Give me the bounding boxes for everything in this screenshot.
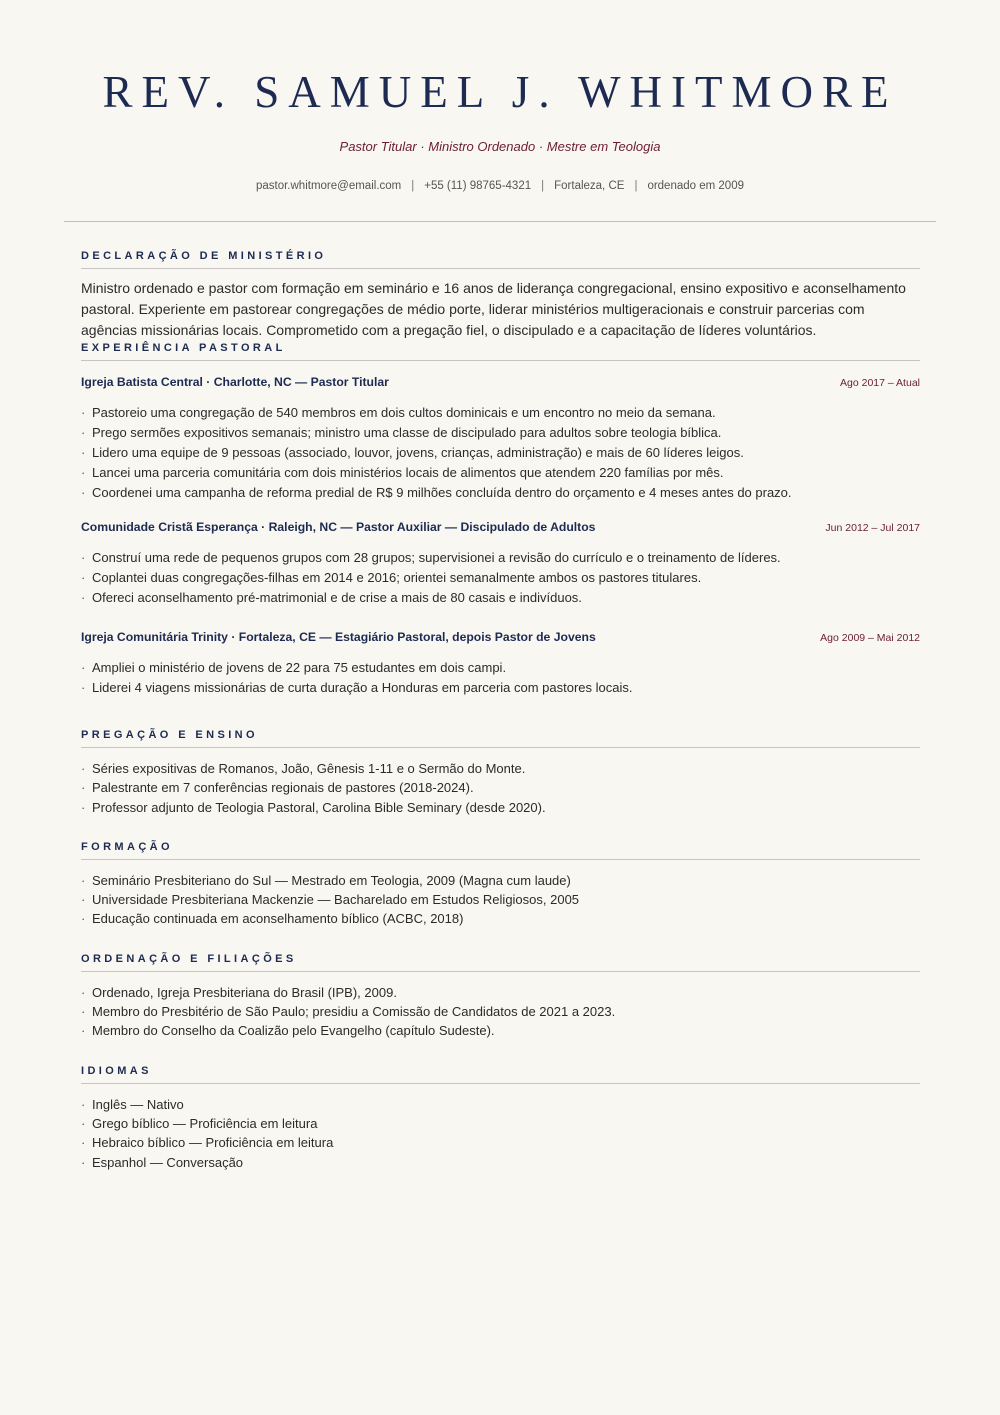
list-item: · Lidero uma equipe de 9 pessoas (associado, louvor, jovens, crianças, administração) e mais de 60 líderes leigos. <box>81 443 920 463</box>
section-title: FORMAÇÃO <box>81 840 920 860</box>
list-item: · Universidade Presbiteriana Mackenzie — Bacharelado em Estudos Religiosos, 2005 <box>81 890 920 909</box>
list-item: · Coordenei uma campanha de reforma predial de R$ 9 milhões concluída dentro do orçamento e 4 meses antes do prazo. <box>81 483 920 503</box>
candidate-name: REV. SAMUEL J. WHITMORE <box>102 67 898 117</box>
languages-section <box>81 1064 920 1172</box>
job-date: Ago 2017 – Atual <box>840 377 920 389</box>
section-title: PREGAÇÃO E ENSINO <box>81 728 920 748</box>
education-section <box>81 840 920 929</box>
preaching-section <box>81 728 920 817</box>
list-item: · Seminário Presbiteriano do Sul — Mestrado em Teologia, 2009 (Magna cum laude) <box>81 871 920 890</box>
list-item: · Ampliei o ministério de jovens de 22 para 75 estudantes em dois campi. <box>81 658 920 678</box>
job-bullets <box>81 658 920 698</box>
section-title: ORDENAÇÃO E FILIAÇÕES <box>81 952 920 972</box>
job-date: Ago 2009 – Mai 2012 <box>820 632 920 644</box>
job-date: Jun 2012 – Jul 2017 <box>825 522 920 534</box>
resume-body <box>81 249 920 1172</box>
list-item: · Liderei 4 viagens missionárias de curta duração a Honduras em parceria com pastores locais. <box>81 678 920 698</box>
languages-list <box>81 1095 920 1172</box>
list-item: · Ofereci aconselhamento pré-matrimonial e de crise a mais de 80 casais e indivíduos. <box>81 588 920 608</box>
job-entry <box>81 629 920 698</box>
ordination-section <box>81 952 920 1041</box>
ordination-list <box>81 983 920 1041</box>
list-item: · Lancei uma parceria comunitária com dois ministérios locais de alimentos que atendem 220 famílias por mês. <box>81 463 920 483</box>
job-bullets <box>81 403 920 503</box>
contact-location: Fortaleza, CE <box>554 180 625 192</box>
list-item: · Construí uma rede de pequenos grupos com 28 grupos; supervisionei a revisão do currículo e o treinamento de líderes. <box>81 548 920 568</box>
preaching-list <box>81 759 920 817</box>
job-heading: Igreja Batista Central · Charlotte, NC — Pastor Titular <box>81 375 389 389</box>
list-item: · Educação continuada em aconselhamento bíblico (ACBC, 2018) <box>81 909 920 928</box>
list-item: · Palestrante em 7 conferências regionais de pastores (2018-2024). <box>81 778 920 797</box>
list-item: · Grego bíblico — Proficiência em leitura <box>81 1114 920 1133</box>
contact-separator: | <box>634 180 638 192</box>
job-entry <box>81 519 920 608</box>
section-title: DECLARAÇÃO DE MINISTÉRIO <box>81 249 920 269</box>
list-item: · Espanhol — Conversação <box>81 1153 920 1172</box>
summary-section <box>81 249 920 341</box>
list-item: · Ordenado, Igreja Presbiteriana do Brasil (IPB), 2009. <box>81 983 920 1002</box>
job-entry <box>81 374 920 503</box>
list-item: · Membro do Conselho da Coalizão pelo Evangelho (capítulo Sudeste). <box>81 1021 920 1040</box>
contact-line <box>0 179 1000 194</box>
summary-text: Ministro ordenado e pastor com formação em seminário e 16 anos de liderança congregacional, ensino expositivo e aconselhamento pastoral. Experiente em pastorear congregações de médio porte, liderar ministérios multigeracionais e construir parcerias com agências missionárias locais. Comprometido com a pregação fiel, o discipulado e a capacitação de líderes voluntários. <box>81 280 906 338</box>
list-item: · Hebraico bíblico — Proficiência em leitura <box>81 1133 920 1152</box>
list-item: · Prego sermões expositivos semanais; ministro uma classe de discipulado para adultos sobre teologia bíblica. <box>81 423 920 443</box>
contact-phone[interactable]: +55 (11) 98765-4321 <box>424 180 532 192</box>
candidate-subtitle: Pastor Titular · Ministro Ordenado · Mestre em Teologia <box>339 139 661 154</box>
job-bullets <box>81 548 920 608</box>
education-list <box>81 871 920 929</box>
contact-ordination: ordenado em 2009 <box>647 180 744 192</box>
job-heading: Igreja Comunitária Trinity · Fortaleza, CE — Estagiário Pastoral, depois Pastor de Jovens <box>81 630 596 644</box>
list-item: · Professor adjunto de Teologia Pastoral, Carolina Bible Seminary (desde 2020). <box>81 798 920 817</box>
list-item: · Inglês — Nativo <box>81 1095 920 1114</box>
list-item: · Séries expositivas de Romanos, João, Gênesis 1-11 e o Sermão do Monte. <box>81 759 920 778</box>
contact-separator: | <box>541 180 545 192</box>
section-title: EXPERIÊNCIA PASTORAL <box>81 341 920 361</box>
list-item: · Membro do Presbitério de São Paulo; presidiu a Comissão de Candidatos de 2021 a 2023. <box>81 1002 920 1021</box>
contact-email[interactable]: pastor.whitmore@email.com <box>255 180 402 192</box>
contact-separator: | <box>411 180 415 192</box>
list-item: · Pastoreio uma congregação de 540 membros em dois cultos dominicais e um encontro no meio da semana. <box>81 403 920 423</box>
job-heading: Comunidade Cristã Esperança · Raleigh, NC — Pastor Auxiliar — Discipulado de Adultos <box>81 520 596 534</box>
section-title: IDIOMAS <box>81 1064 920 1084</box>
experience-section <box>81 341 920 698</box>
header-divider <box>64 221 936 222</box>
list-item: · Coplantei duas congregações-filhas em 2014 e 2016; orientei semanalmente ambos os pastores titulares. <box>81 568 920 588</box>
